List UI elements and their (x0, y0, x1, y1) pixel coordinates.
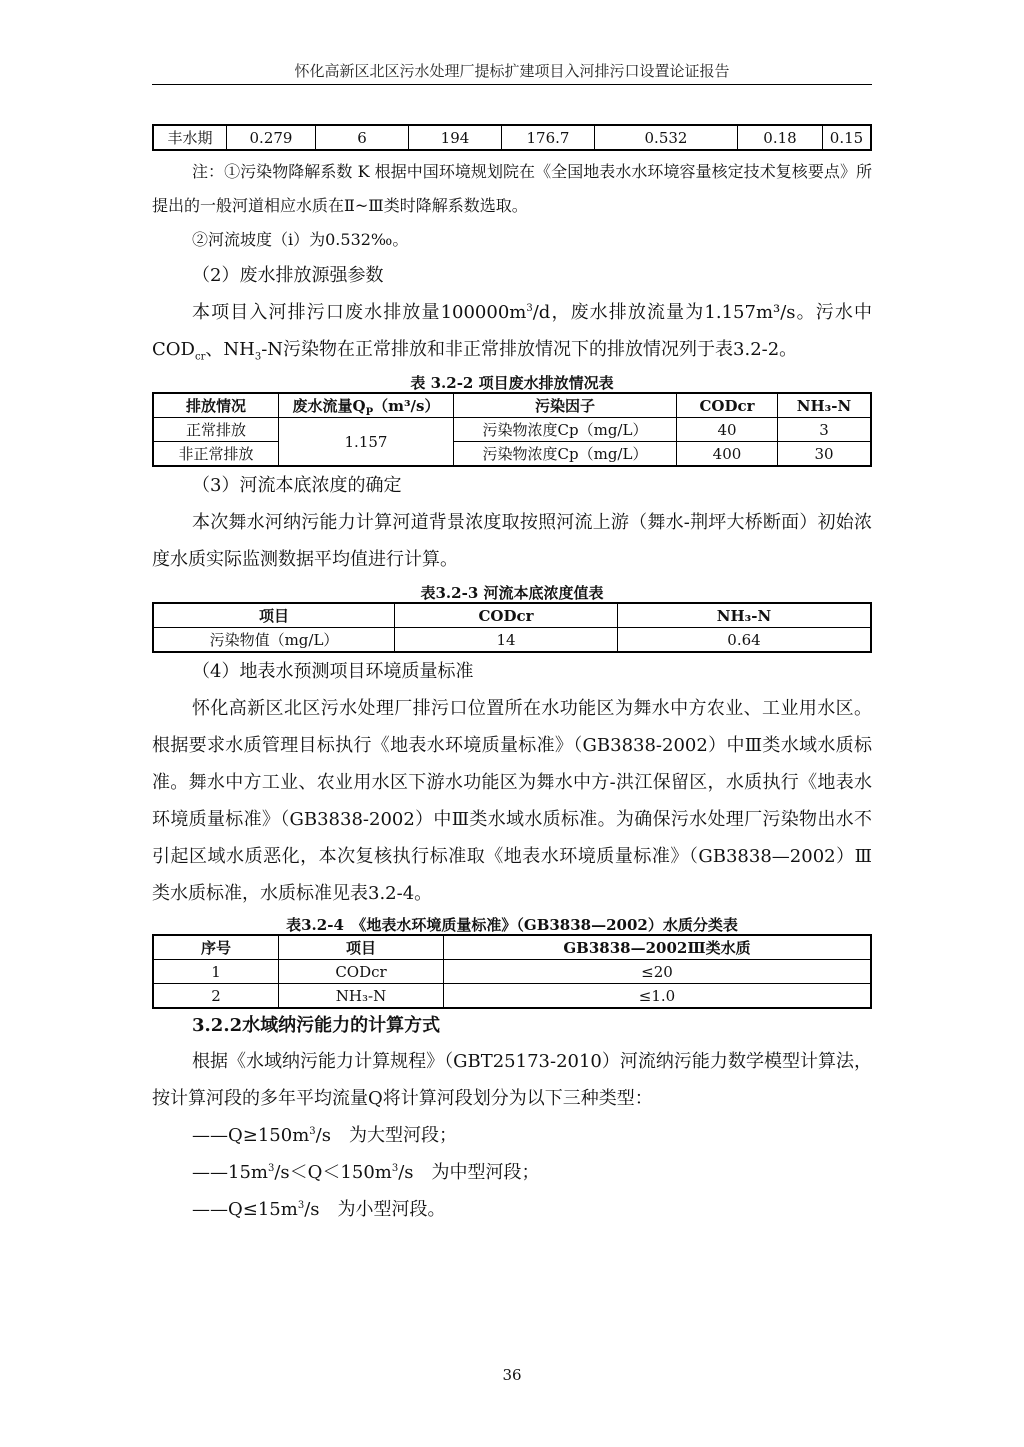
page-header: 怀化高新区北区污水处理厂提标扩建项目入河排污口设置论证报告 (294, 62, 730, 80)
list-item: $——Q\ge 150m^3/s$ 为大型河段； (192, 1125, 457, 1146)
table-cell: 176.7 (502, 125, 595, 150)
table-header-row (153, 935, 871, 960)
table-header: GB3838—2002Ⅲ类水质 (444, 935, 872, 960)
table-cell: 1 (153, 960, 279, 984)
table-cell: NH₃-N (279, 984, 444, 1009)
table-header: 序号 (153, 935, 279, 960)
table-header: NH₃-N (618, 603, 872, 628)
table-cell: 3 (778, 418, 872, 442)
table-row (153, 628, 871, 653)
table-cell: 2 (153, 984, 279, 1009)
table-cell: ≤1.0 (444, 984, 872, 1009)
table-cell: 6 (316, 125, 409, 150)
table-cell: 污染物浓度Cp（mg/L） (454, 418, 677, 442)
table-cell: 正常排放 (153, 418, 279, 442)
table-top-fragment (152, 124, 872, 151)
table-row (153, 418, 871, 442)
table-caption: 表3.2-3 河流本底浓度值表 (420, 584, 604, 602)
table-cell: 0.279 (227, 125, 316, 150)
table-caption: 表3.2-4 《地表水环境质量标准》（GB3838—2002）水质分类表 (286, 916, 738, 934)
document-body (152, 124, 872, 1228)
table-caption: 表 3.2-2 项目废水排放情况表 (410, 374, 614, 392)
list-item: $——Q\le 15m^3/s$ 为小型河段。 (192, 1199, 446, 1220)
table-quality-standard (152, 934, 872, 1009)
note-1: 注：①污染物降解系数 K 根据中国环境规划院在《全国地表水水环境容量核定技术复核要点》所提出的一般河道相应水质在Ⅱ~Ⅲ类时降解系数选取。 (152, 162, 872, 215)
table-header: CODcr (677, 393, 778, 418)
table-cell: 30 (778, 442, 872, 467)
table-cell: 污染物值（mg/L） (153, 628, 395, 653)
table-cell: 0.18 (738, 125, 823, 150)
table-header: CODcr (395, 603, 618, 628)
table-cell: 40 (677, 418, 778, 442)
table-header: 废水流量$Q_P(m^3/s)$ (279, 393, 454, 418)
table-header: 污染因子 (454, 393, 677, 418)
table-cell: 14 (395, 628, 618, 653)
table-header-row (153, 393, 871, 418)
table-background-concentration (152, 602, 872, 653)
paragraph-section-4: 怀化高新区北区污水处理厂排污口位置所在水功能区为舞水中方农业、工业用水区。根据要求水质管理目标执行《地表水环境质量标准》（GB3838-2002）中Ⅲ类水域水质标准。舞水中方工业、农业用水区下游水功能区为舞水中方-洪江保留区，水质执行《地表水环境质量标准》（GB3838-2002）中Ⅲ类水域水质标准。为确保污水处理厂污染物出水不引起区域水质恶化，本次复核执行标准取《地表水环境质量标准》（GB3838—2002）Ⅲ类水质标准，水质标准见表3.2-4。 (152, 698, 872, 904)
section-heading-2: （2）废水排放源强参数 (192, 265, 384, 286)
table-cell: 0.15 (823, 125, 872, 150)
table-row (153, 960, 871, 984)
paragraph-section-3: 本次舞水河纳污能力计算河道背景浓度取按照河流上游（舞水-荆坪大桥断面）初始浓度水质实际监测数据平均值进行计算。 (152, 512, 872, 570)
table-header: 项目 (279, 935, 444, 960)
table-cell: 1.157 (279, 418, 454, 467)
table-header: 排放情况 (153, 393, 279, 418)
section-heading-3-2-2: 3.2.2水域纳污能力的计算方式 (192, 1015, 441, 1036)
table-row (153, 984, 871, 1009)
table-discharge (152, 392, 872, 467)
table-cell: 非正常排放 (153, 442, 279, 467)
table-header: NH₃-N (778, 393, 872, 418)
page-number: 36 (502, 1366, 522, 1384)
paragraph-section-2: 本项目入河排污口废水排放量$100000m^3/d$，废水排放流量为1.157m³/s。污水中$COD_{cr}$、$NH_3-N$污染物在正常排放和非正常排放情况下的排放情况列于表3.2-2。 (152, 302, 873, 363)
table-cell: 丰水期 (153, 125, 227, 150)
note-2: ②河流坡度（i）为0.532‰。 (192, 230, 409, 249)
table-cell: 194 (409, 125, 502, 150)
table-cell: ≤20 (444, 960, 872, 984)
table-row (153, 442, 871, 467)
table-cell: CODcr (279, 960, 444, 984)
table-header-row (153, 603, 871, 628)
header-rule (152, 84, 872, 85)
paragraph-section-3-2-2: 根据《水域纳污能力计算规程》（GBT25173-2010）河流纳污能力数学模型计算法，按计算河段的多年平均流量Q将计算河段划分为以下三种类型： (152, 1051, 872, 1109)
table-cell: 0.64 (618, 628, 872, 653)
table-cell: 污染物浓度Cp（mg/L） (454, 442, 677, 467)
table-cell: 0.532 (595, 125, 738, 150)
list-item: $——15m^3/s<Q<150m^3/s$ 为中型河段； (192, 1162, 540, 1183)
section-heading-3: （3）河流本底浓度的确定 (192, 475, 402, 496)
section-heading-4: （4）地表水预测项目环境质量标准 (192, 661, 474, 682)
table-header: 项目 (153, 603, 395, 628)
table-row (153, 125, 871, 150)
table-cell: 400 (677, 442, 778, 467)
